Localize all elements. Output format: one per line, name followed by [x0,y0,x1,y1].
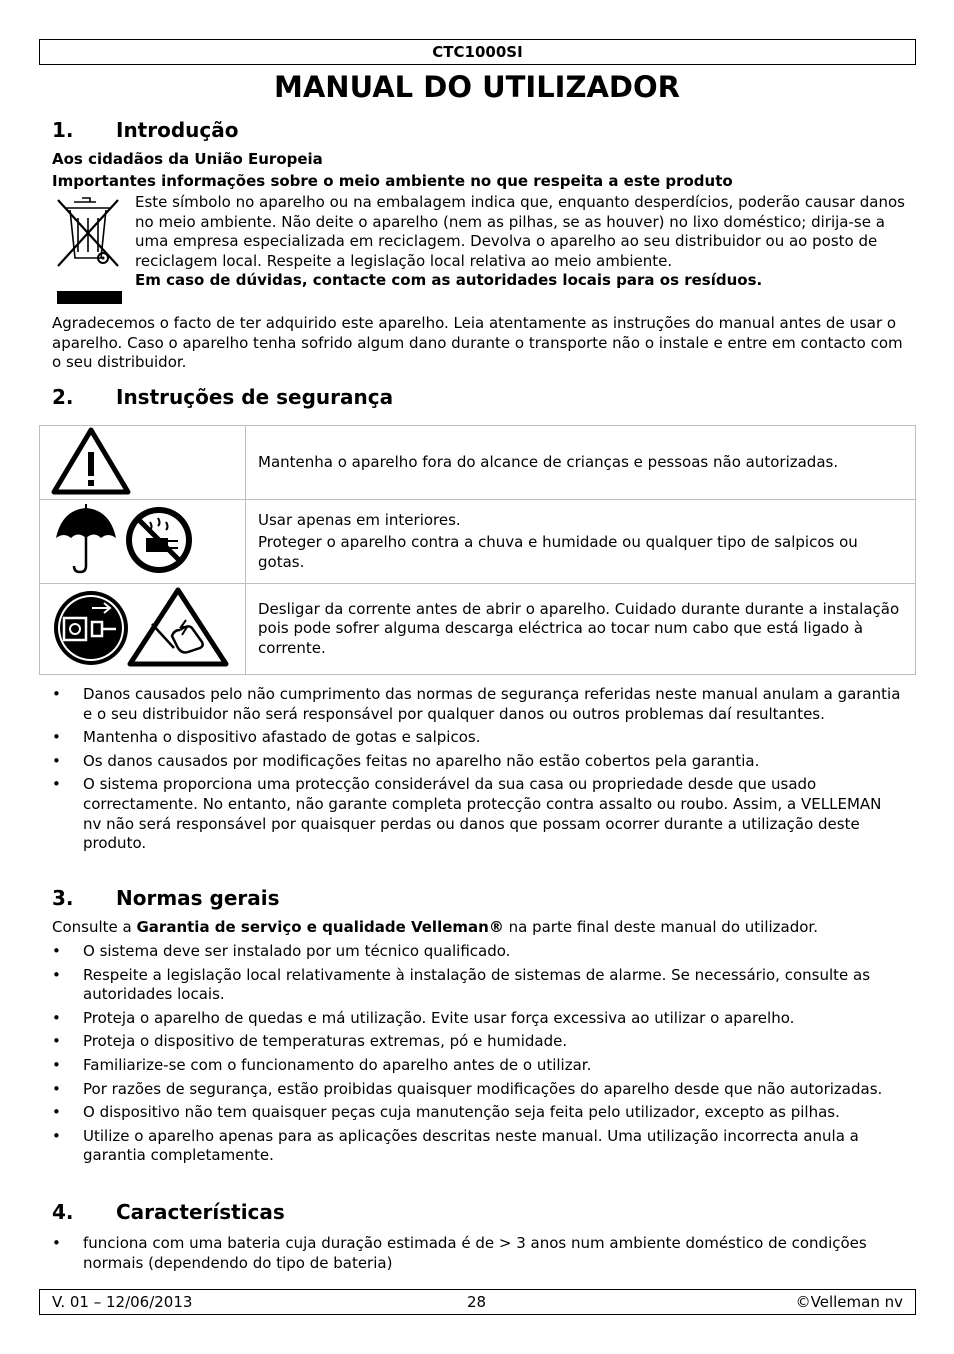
list-item: • Por razões de segurança, estão proibidas quaisquer modificações do aparelho desde que não autorizadas. [52,1080,904,1100]
page-number: 28 [467,1293,487,1311]
warranty-name: Garantia de serviço e qualidade Velleman® [136,918,504,936]
safety-row-unplug [40,584,916,675]
version-date: V. 01 – 12/06/2013 [52,1293,193,1311]
warranty-post-text: na parte final deste manual do utilizador. [503,918,818,936]
safety-text-children: Mantenha o aparelho fora do alcance de crianças e pessoas não autorizadas. [246,426,916,500]
page-title: MANUAL DO UTILIZADOR [274,70,680,104]
no-water-splash-icon [126,507,192,573]
eu-citizens-heading: Aos cidadãos da União Europeia [52,150,323,168]
safety-text-unplug: Desligar da corrente antes de abrir o aparelho. Cuidado durante durante a instalação pois pode sofrer alguma descarga eléctrica ao tocar num cabo que está ligado à corrente. [246,584,916,675]
safety-bullet-list [52,685,904,858]
list-item: • O sistema proporciona uma protecção considerável da sua casa ou propriedade desde que usado correctamente. No entanto, não garante completa protecção contra assalto ou roubo. Assim, a VELLEMAN nv não será responsável por quaisquer perdas ou danos que possam ocorrer durante a utilização deste produto. [52,775,904,853]
list-item: • Os danos causados por modificações feitas no aparelho não estão cobertos pela garantia. [52,752,904,772]
section-number: 4. [52,1200,74,1224]
copyright: ©Velleman nv [795,1293,903,1311]
list-item: • O dispositivo não tem quaisquer peças cuja manutenção seja feita pelo utilizador, excepto as pilhas. [52,1103,904,1123]
section-title: Instruções de segurança [116,385,394,409]
section-number: 2. [52,385,74,409]
list-item: • Proteja o aparelho de quedas e má utilização. Evite usar força excessiva ao utilizar o aparelho. [52,1009,904,1029]
list-item: • Danos causados pelo não cumprimento das normas de segurança referidas neste manual anulam a garantia e o seu distribuidor não será responsável por qualquer danos ou outros problemas daí resultantes. [52,685,904,724]
list-item: • O sistema deve ser instalado por um técnico qualificado. [52,942,904,962]
weee-bin-icon [52,194,124,310]
umbrella-icon [56,504,116,572]
list-item: • funciona com uma bateria cuja duração estimada é de > 3 anos num ambiente doméstico de condições normais (dependendo do tipo de bateria) [52,1234,904,1273]
weee-description: Este símbolo no aparelho ou na embalagem indica que, enquanto desperdícios, poderão causar danos no meio ambiente. Não deite o aparelho (nem as pilhas, se as houver) no lixo doméstico; dirija-se a uma empresa especializada em reciclagem. Devolva o aparelho ao seu distribuidor ou ao posto de reciclagem local. Respeite a legislação local relativa ao meio ambiente. [135,193,905,270]
list-item: • Utilize o aparelho apenas para as aplicações descritas neste manual. Uma utilização incorrecta anula a garantia completamente. [52,1127,904,1166]
features-bullet-list [52,1234,904,1277]
safety-table [39,425,916,675]
warning-triangle-icon [40,426,245,495]
safety-icons-cell [40,584,246,675]
list-item: • Mantenha o dispositivo afastado de gotas e salpicos. [52,728,904,748]
safety-row-children [40,426,916,500]
section-number: 3. [52,886,74,910]
page-footer [39,1289,916,1315]
warranty-reference [52,918,904,938]
safety-row-indoor [40,500,916,584]
safety-icons-cell [40,500,246,584]
rain-protection-text: Proteger o aparelho contra a chuva e humidade ou qualquer tipo de salpicos ou gotas. [258,533,858,571]
list-item: • Familiarize-se com o funcionamento do aparelho antes de o utilizar. [52,1056,904,1076]
section-1-heading [52,118,239,142]
weee-text [135,193,905,291]
section-title: Características [116,1200,285,1224]
unplug-mains-icon [54,591,128,665]
warranty-pre-text: Consulte a [52,918,137,936]
header-model: CTC1000SI [39,39,916,65]
section-title: Introdução [116,118,239,142]
section-number: 1. [52,118,74,142]
indoor-only-text: Usar apenas em interiores. [258,510,461,529]
safety-icons-cell [40,426,246,500]
section-2-heading [52,385,393,409]
weee-doubt-note: Em caso de dúvidas, contacte com as autoridades locais para os resíduos. [135,271,763,290]
electric-shock-warning-icon [130,590,226,664]
environment-heading: Importantes informações sobre o meio ambiente no que respeita a este produto [52,172,733,190]
section-title: Normas gerais [116,886,280,910]
list-item: • Proteja o dispositivo de temperaturas extremas, pó e humidade. [52,1032,904,1052]
section-4-heading [52,1200,285,1224]
section-3-heading [52,886,280,910]
thanks-paragraph: Agradecemos o facto de ter adquirido este aparelho. Leia atentamente as instruções do manual antes de usar o aparelho. Caso o aparelho tenha sofrido algum dano durante o transporte não o instale e entre em contacto com o seu distribuidor. [52,314,903,372]
list-item: • Respeite a legislação local relativamente à instalação de sistemas de alarme. Se necessário, consulte as autoridades locais. [52,966,904,1005]
general-bullet-list [52,942,904,1170]
safety-text-indoor [246,500,916,584]
